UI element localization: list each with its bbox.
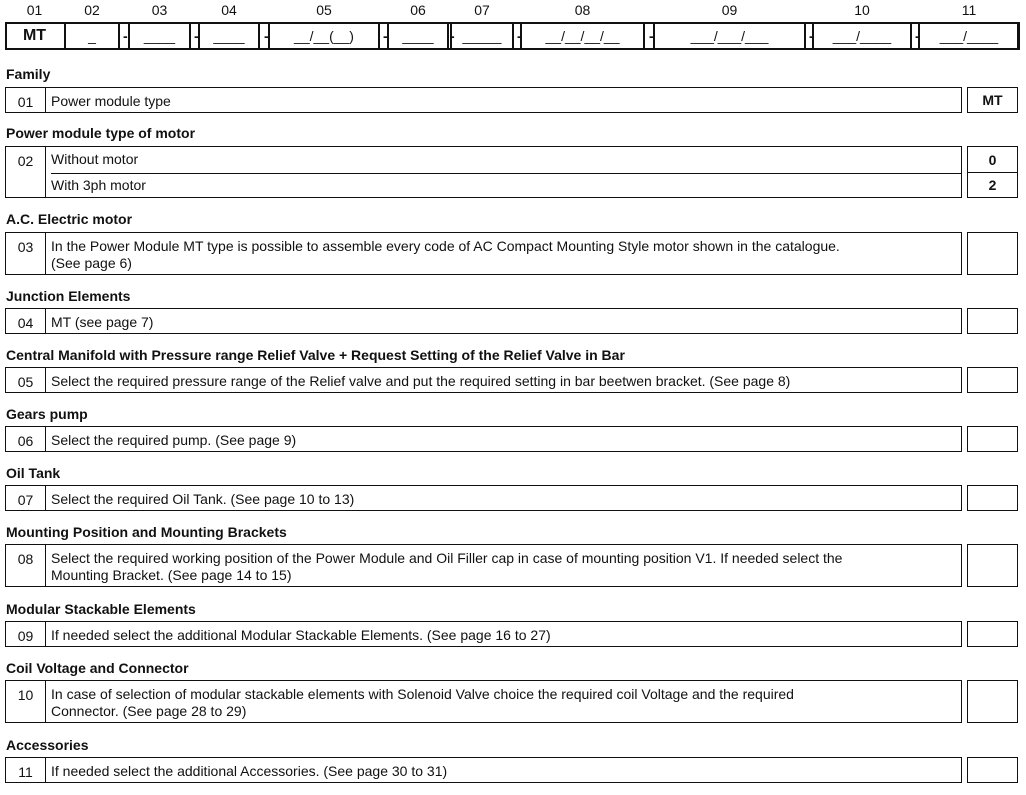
option-text-line: MT (see page 7)	[51, 314, 154, 330]
code-cell[interactable]: ____	[213, 28, 245, 44]
option-text	[51, 238, 955, 272]
code-position-number: 07	[474, 2, 490, 18]
option-row	[5, 757, 962, 783]
code-cell-border	[447, 22, 449, 50]
option-text-line: Select the required Oil Tank. (See page 10 to 13)	[51, 491, 355, 507]
code-position-number: 02	[84, 2, 100, 18]
option-text	[51, 373, 955, 390]
code-cell[interactable]: ____	[402, 28, 434, 44]
option-text	[51, 550, 955, 584]
option-text-line: Select the required pressure range of the Relief valve and put the required setting in bar beetwen bracket. (See page 8)	[51, 373, 791, 389]
code-cell-border	[189, 22, 191, 50]
option-text: Without motor	[51, 151, 139, 167]
code-cell-border	[1018, 22, 1020, 50]
option-text	[51, 93, 955, 110]
option-number: 03	[6, 233, 46, 274]
code-cell[interactable]: ____	[143, 28, 176, 44]
code-position-number: 08	[574, 2, 591, 18]
code-cell[interactable]: ___/____	[939, 28, 999, 44]
option-text-line: In the Power Module MT type is possible to assemble every code of AC Compact Mounting Style motor shown in the catalogue.	[51, 238, 840, 254]
option-text-line: Mounting Bracket. (See page 14 to 15)	[51, 567, 292, 583]
option-number: 10	[6, 681, 46, 722]
option-value-box[interactable]	[967, 544, 1018, 587]
option-text-line: In case of selection of modular stackable elements with Solenoid Valve choice the required coil Voltage and the required	[51, 686, 794, 702]
option-text-line: If needed select the additional Modular Stackable Elements. (See page 16 to 27)	[51, 627, 551, 643]
option-value-box[interactable]	[967, 232, 1018, 275]
code-separator: -	[123, 28, 128, 44]
code-cell[interactable]: _	[88, 28, 96, 44]
section-title: Oil Tank	[6, 465, 61, 481]
section-title: Coil Voltage and Connector	[6, 660, 189, 676]
code-cell-border	[128, 22, 130, 50]
option-number: 11	[6, 758, 46, 782]
code-separator: -	[649, 28, 654, 44]
option-text	[51, 314, 955, 331]
code-position-number: 10	[854, 2, 870, 18]
option-number: 08	[6, 545, 46, 586]
option-row	[5, 87, 962, 113]
code-cell[interactable]: ___/___/___	[690, 28, 769, 44]
option-text: With 3ph motor	[51, 177, 146, 193]
section-title: Junction Elements	[6, 288, 131, 304]
code-position-number: 01	[26, 2, 43, 18]
code-cell[interactable]: __/__/__/__	[545, 28, 620, 44]
code-separator: -	[383, 28, 388, 44]
section-title: Mounting Position and Mounting Brackets	[6, 524, 287, 540]
option-text-line: If needed select the additional Accessories. (See page 30 to 31)	[51, 763, 448, 779]
option-value-box[interactable]: 0	[967, 146, 1018, 173]
code-cell-border	[378, 22, 380, 50]
option-row	[5, 232, 962, 275]
option-row	[5, 621, 962, 647]
option-text-line: Power module type	[51, 93, 171, 109]
option-text	[51, 432, 955, 449]
section-title: A.C. Electric motor	[6, 211, 133, 227]
code-cell-border	[512, 22, 514, 50]
code-position-number: 05	[316, 2, 332, 18]
option-text	[51, 763, 955, 780]
section-title: Gears pump	[6, 406, 88, 422]
section-title: Family	[6, 66, 51, 82]
code-position-number: 03	[151, 2, 168, 18]
option-value-box[interactable]	[967, 757, 1018, 783]
option-number: 04	[6, 309, 46, 333]
option-value-box[interactable]	[967, 485, 1018, 511]
code-cell-border	[64, 22, 66, 50]
code-position-number: 11	[961, 2, 977, 18]
option-value-box[interactable]	[967, 308, 1018, 334]
option-number: 05	[6, 368, 46, 392]
option-text-line: Select the required working position of the Power Module and Oil Filler cap in case of mounting position V1. If needed select the	[51, 550, 843, 566]
code-cell[interactable]: ___/____	[832, 28, 892, 44]
option-value-box[interactable]: MT	[967, 87, 1018, 113]
option-number: 01	[6, 88, 46, 112]
row-divider	[51, 173, 961, 174]
option-number: 06	[6, 427, 46, 451]
option-text	[51, 686, 955, 720]
code-cell-border	[910, 22, 912, 50]
section-title: Power module type of motor	[6, 125, 196, 141]
option-value-box[interactable]	[967, 367, 1018, 393]
code-separator: -	[809, 28, 814, 44]
option-number: 02	[6, 147, 46, 197]
section-title: Modular Stackable Elements	[6, 601, 196, 617]
option-row	[5, 544, 962, 587]
code-separator: -	[264, 28, 269, 44]
code-position-number: 04	[221, 2, 237, 18]
code-separator: -	[194, 28, 199, 44]
option-value-box[interactable]: 2	[967, 172, 1018, 198]
option-row	[5, 146, 962, 198]
code-position-number: 06	[410, 2, 426, 18]
code-separator: -	[517, 28, 522, 44]
code-cell[interactable]: __/__(__)	[294, 28, 354, 44]
section-title: Accessories	[6, 737, 89, 753]
option-text-line: Select the required pump. (See page 9)	[51, 432, 297, 448]
option-row	[5, 367, 962, 393]
option-text	[51, 627, 955, 644]
option-value-box[interactable]	[967, 621, 1018, 647]
option-text	[51, 491, 955, 508]
option-row	[5, 426, 962, 452]
code-separator: -	[450, 28, 455, 44]
option-text-line: (See page 6)	[51, 255, 132, 271]
option-text-line: Connector. (See page 28 to 29)	[51, 703, 247, 719]
code-cell-border	[804, 22, 806, 50]
code-position-number: 09	[721, 2, 738, 18]
code-cell[interactable]: MT	[22, 27, 47, 44]
code-separator: -	[915, 28, 920, 44]
option-number: 09	[6, 622, 46, 646]
option-row	[5, 680, 962, 723]
option-row	[5, 308, 962, 334]
option-number: 07	[6, 486, 46, 510]
code-cell-border	[118, 22, 120, 50]
option-row	[5, 485, 962, 511]
code-cell[interactable]: _____	[462, 28, 502, 44]
option-value-box[interactable]	[967, 680, 1018, 723]
code-cell-border	[258, 22, 260, 50]
code-cell-border	[643, 22, 645, 50]
option-value-box[interactable]	[967, 426, 1018, 452]
section-title: Central Manifold with Pressure range Relief Valve + Request Setting of the Relief Valve in Bar	[6, 347, 625, 363]
